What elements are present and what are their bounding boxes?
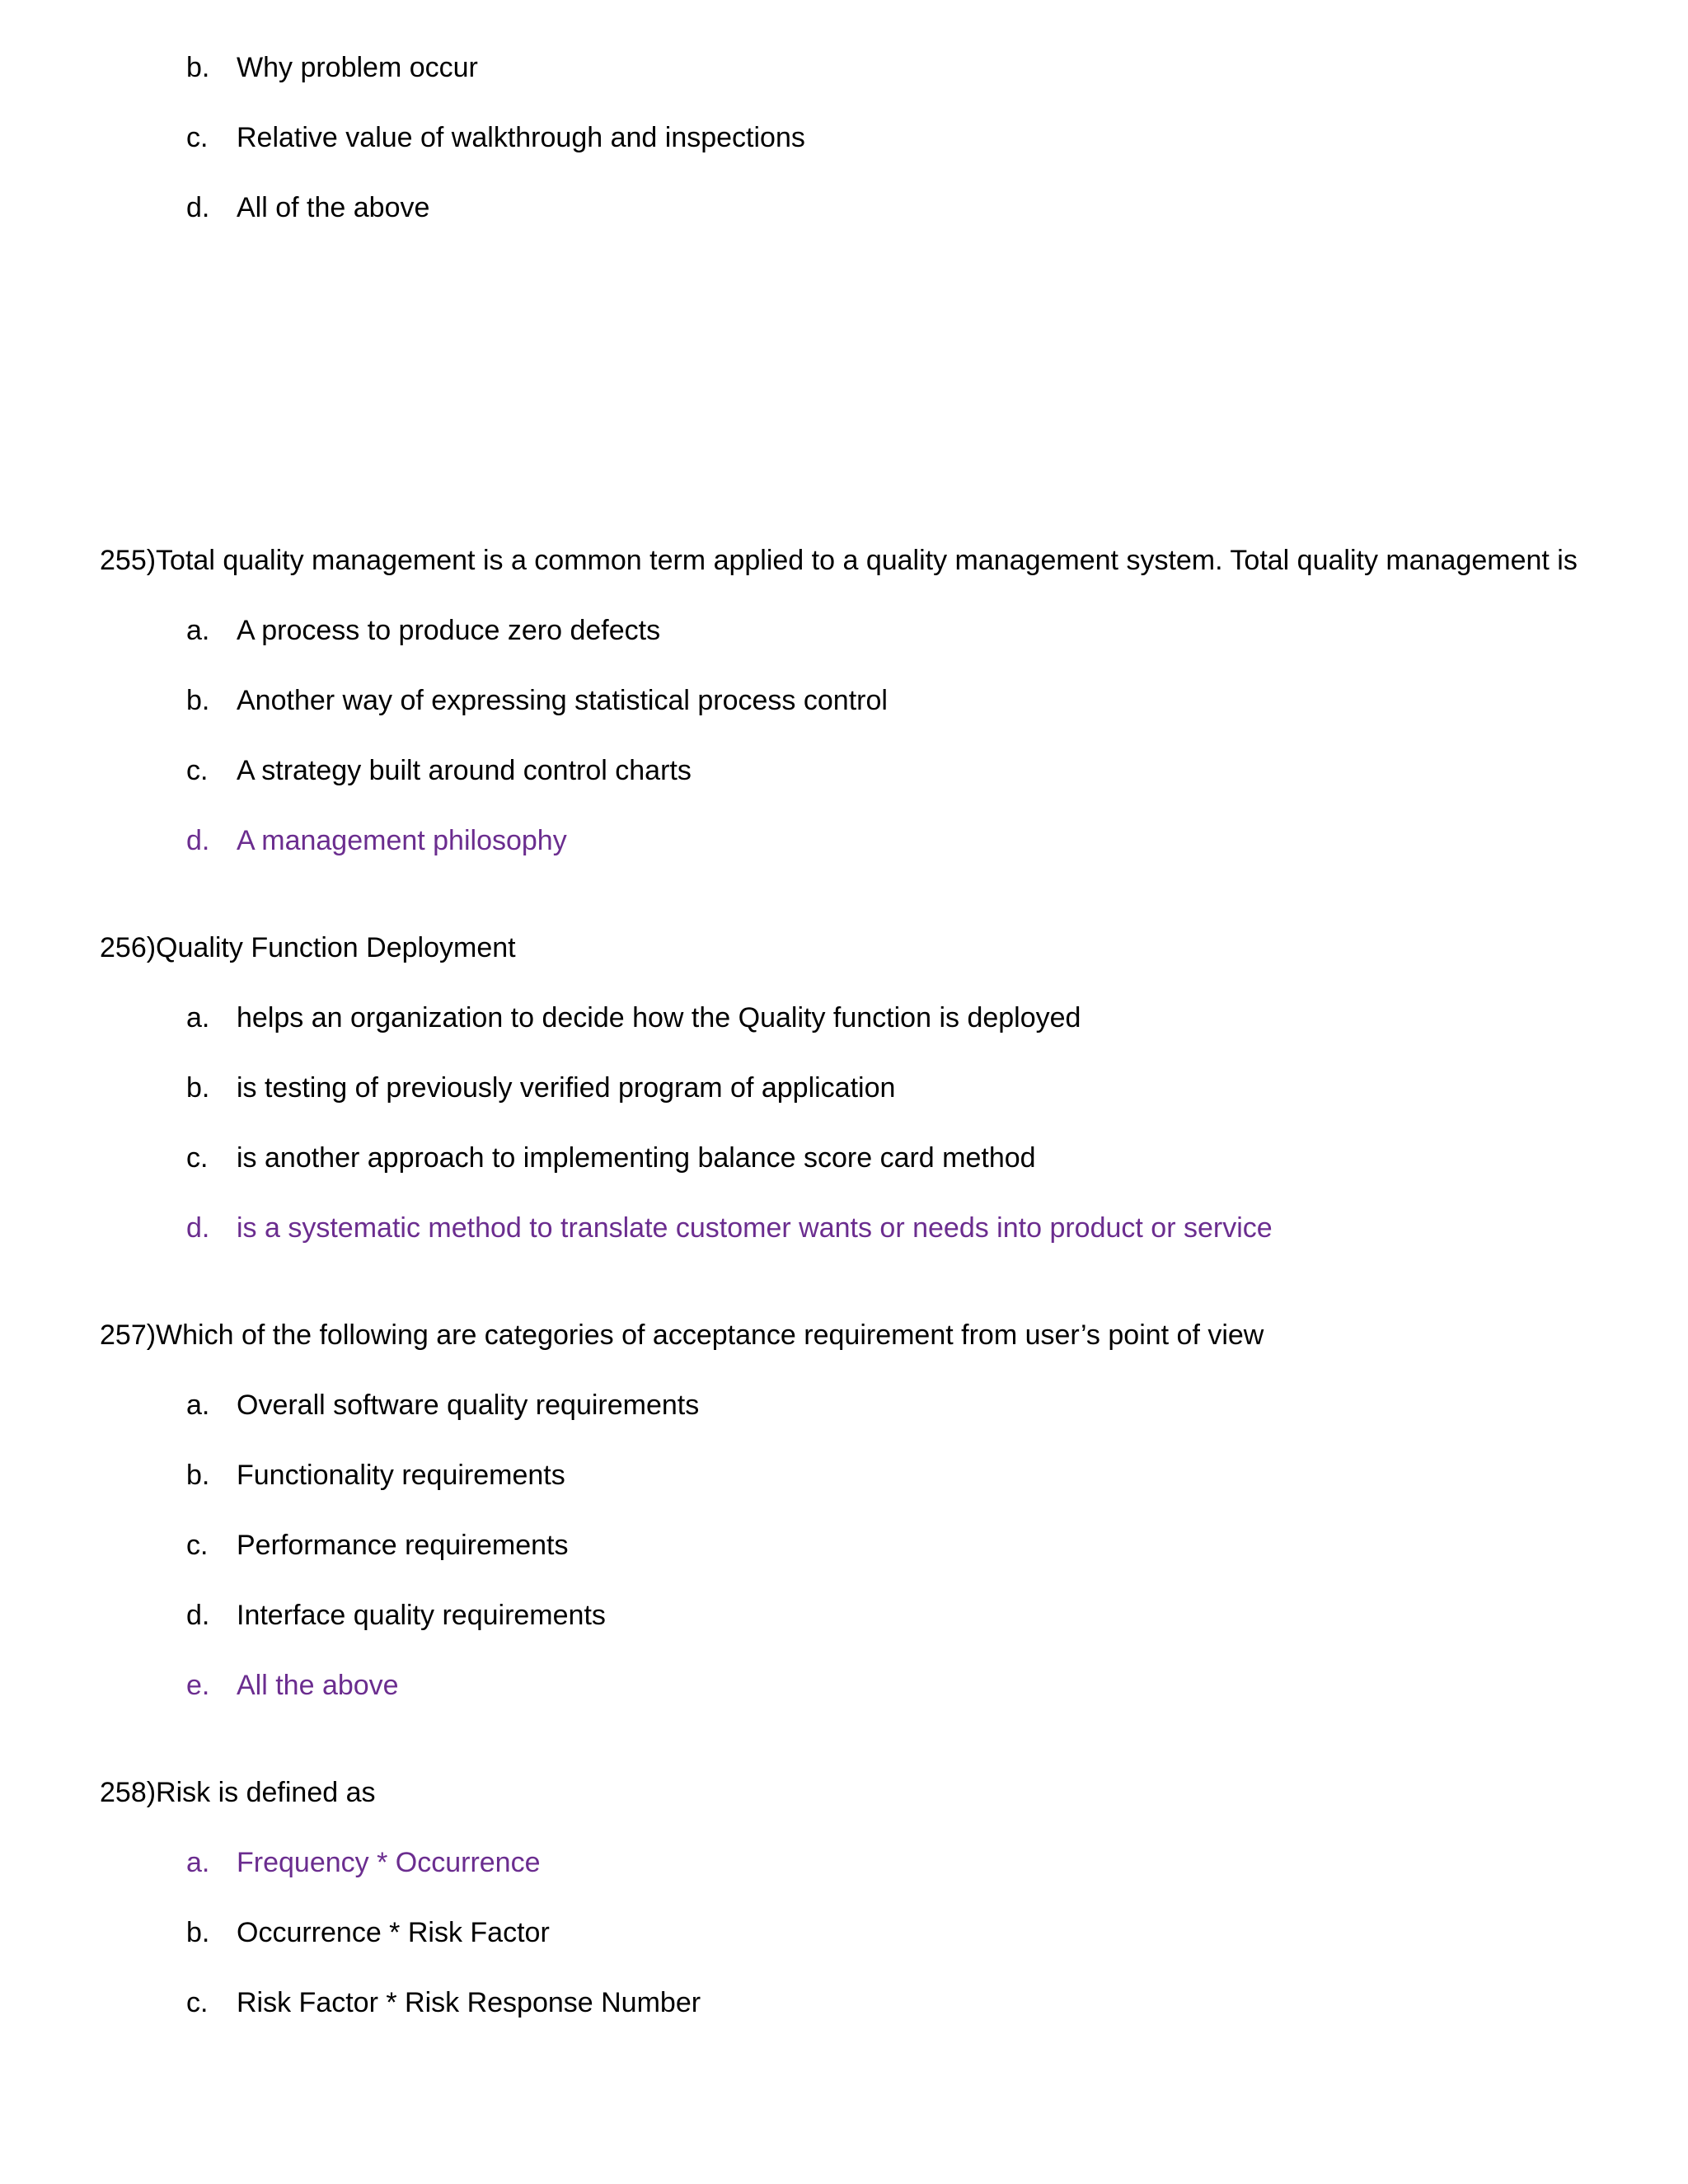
q256-option-a — [186, 1001, 1081, 1034]
q258-option-c — [186, 1986, 701, 2019]
option-letter: c. — [186, 122, 209, 153]
question-257: 257)Which of the following are categories of acceptance requirement from user’s point of view — [100, 1319, 1264, 1351]
option-text: helps an organization to decide how the Quality function is deployed — [237, 1002, 1081, 1033]
option-letter: b. — [186, 52, 210, 83]
q256-option-b — [186, 1071, 895, 1104]
option-text: All of the above — [237, 192, 430, 223]
q257-option-d — [186, 1599, 606, 1632]
option-text: Another way of expressing statistical process control — [237, 685, 888, 716]
q258-option-a-answer — [186, 1846, 541, 1879]
option-text: All the above — [237, 1670, 399, 1701]
option-text: Functionality requirements — [237, 1460, 565, 1491]
q257-option-e-answer — [186, 1669, 399, 1702]
option-text: Overall software quality requirements — [237, 1390, 700, 1421]
option-b — [186, 51, 478, 84]
option-d — [186, 191, 429, 224]
option-text: is another approach to implementing balance score card method — [237, 1142, 1036, 1174]
option-text: Why problem occur — [237, 52, 478, 83]
q255-option-a — [186, 614, 660, 647]
q257-option-a — [186, 1389, 699, 1422]
q257-option-b — [186, 1459, 565, 1492]
option-text: Occurrence * Risk Factor — [237, 1917, 550, 1948]
option-letter: b. — [186, 1072, 210, 1104]
option-letter: e. — [186, 1670, 210, 1701]
option-letter: c. — [186, 1987, 209, 2018]
option-letter: c. — [186, 1530, 209, 1561]
option-letter: a. — [186, 1390, 210, 1421]
q255-option-d-answer — [186, 824, 567, 857]
option-text: is a systematic method to translate customer wants or needs into product or service — [237, 1212, 1273, 1244]
q255-option-c — [186, 754, 692, 787]
option-letter: d. — [186, 825, 210, 856]
q256-option-d-answer — [186, 1212, 1273, 1244]
question-256: 256)Quality Function Deployment — [100, 932, 516, 963]
q256-option-c — [186, 1141, 1036, 1174]
question-255: 255)Total quality management is a common term applied to a quality management system. Total quality management is — [100, 545, 1578, 576]
question-258: 258)Risk is defined as — [100, 1777, 376, 1808]
option-text: Risk Factor * Risk Response Number — [237, 1987, 701, 2018]
option-letter: d. — [186, 1212, 210, 1244]
option-text: A strategy built around control charts — [237, 755, 692, 786]
q255-option-b — [186, 684, 888, 717]
option-letter: a. — [186, 615, 210, 646]
option-text: A management philosophy — [237, 825, 567, 856]
option-letter: b. — [186, 1460, 210, 1491]
option-text: Performance requirements — [237, 1530, 569, 1561]
option-text: A process to produce zero defects — [237, 615, 661, 646]
option-letter: b. — [186, 1917, 210, 1948]
q258-option-b — [186, 1916, 550, 1949]
option-letter: b. — [186, 685, 210, 716]
option-text: Frequency * Occurrence — [237, 1847, 541, 1878]
option-letter: d. — [186, 1600, 210, 1631]
option-text: Relative value of walkthrough and inspections — [237, 122, 805, 153]
option-text: Interface quality requirements — [237, 1600, 606, 1631]
option-letter: c. — [186, 755, 209, 786]
option-letter: a. — [186, 1002, 210, 1033]
option-c — [186, 121, 805, 154]
option-letter: c. — [186, 1142, 209, 1174]
option-letter: a. — [186, 1847, 210, 1878]
option-text: is testing of previously verified program of application — [237, 1072, 896, 1104]
q257-option-c — [186, 1529, 569, 1562]
option-letter: d. — [186, 192, 210, 223]
